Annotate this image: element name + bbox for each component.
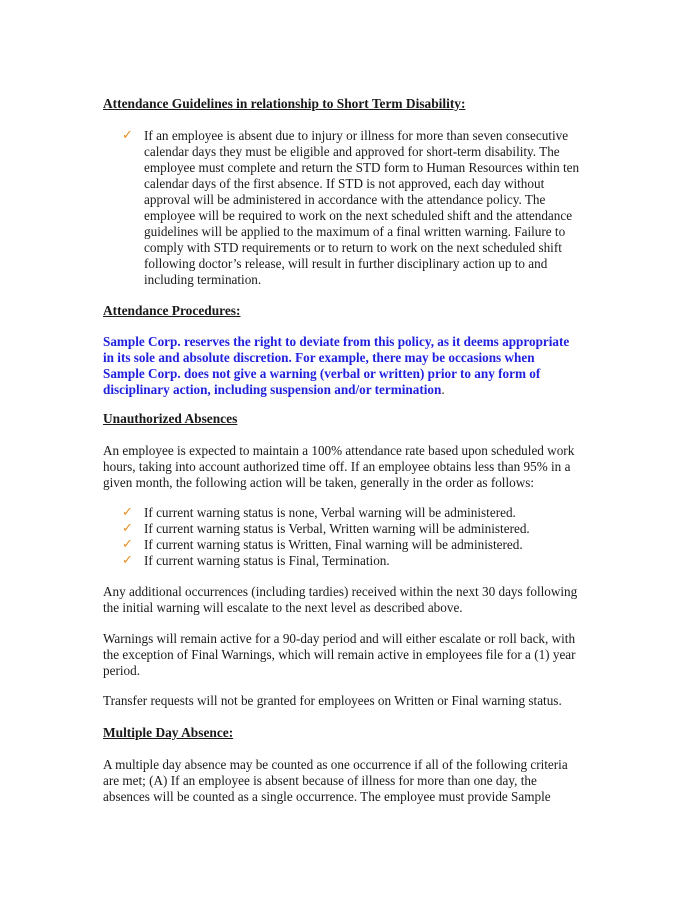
text-line: comply with STD requirements or to return to work on the next scheduled shift (144, 240, 562, 255)
checkmark-icon: ✓ (122, 537, 133, 552)
text-line: following doctor’s release, will result in further disciplinary action up to and (144, 256, 548, 271)
text-line: including termination. (144, 272, 262, 287)
text-line: Sample Corp. does not give a warning (verbal or written) prior to any form of (103, 366, 541, 381)
text-line: An employee is expected to maintain a 100% attendance rate based upon scheduled work (103, 443, 575, 458)
escalation-paragraph (103, 584, 603, 616)
std-heading: Attendance Guidelines in relationship to Short Term Disability: (103, 96, 466, 111)
text-line: If an employee is absent due to injury or illness for more than seven consecutive (144, 128, 569, 143)
std-bullet-paragraph (144, 128, 594, 288)
text-line: given month, the following action will be taken, generally in the order as follows: (103, 475, 535, 490)
text-line: are met; (A) If an employee is absent because of illness for more than one day, the (103, 773, 537, 788)
text-line: in its sole and absolute discretion. For example, there may be occasions when (103, 350, 535, 365)
text-line: guidelines will be applied to the maximum of a final written warning. Failure to (144, 224, 566, 239)
text-line: approval will be administered in accordance with the attendance policy. The (144, 192, 546, 207)
checkmark-icon: ✓ (122, 553, 133, 568)
warning-bullet: If current warning status is Final, Termination. (144, 553, 390, 568)
text-span: disciplinary action, including suspension and/or termination (103, 382, 442, 397)
warning-bullet: If current warning status is Written, Final warning will be administered. (144, 537, 523, 552)
procedures-heading: Attendance Procedures: (103, 303, 241, 318)
warning-bullet: If current warning status is none, Verbal warning will be administered. (144, 505, 516, 520)
text-line: calendar days of the first absence. If STD is not approved, each day without (144, 176, 545, 191)
text-line (103, 382, 603, 398)
text-line: the initial warning will escalate to the next level as described above. (103, 600, 463, 615)
text-line: Transfer requests will not be granted for employees on Written or Final warning status. (103, 693, 562, 708)
checkmark-icon: ✓ (122, 128, 133, 143)
procedures-paragraph (103, 334, 603, 398)
text-line: hours, taking into account authorized time off. If an employee obtains less than 95% in a (103, 459, 571, 474)
text-line: A multiple day absence may be counted as one occurrence if all of the following criteria (103, 757, 568, 772)
text-span: . (441, 382, 445, 397)
checkmark-icon: ✓ (122, 505, 133, 520)
text-line: Sample Corp. reserves the right to deviate from this policy, as it deems appropriate (103, 334, 570, 349)
text-line: the exception of Final Warnings, which will remain active in employees file for a (1) year (103, 647, 576, 662)
warnings-paragraph (103, 631, 603, 679)
text-line: Warnings will remain active for a 90-day period and will either escalate or roll back, with (103, 631, 576, 646)
text-line: absences will be counted as a single occurrence. The employee must provide Sample (103, 789, 551, 804)
unauthorized-intro (103, 443, 603, 491)
multiple-day-heading: Multiple Day Absence: (103, 725, 234, 740)
warning-bullet: If current warning status is Verbal, Written warning will be administered. (144, 521, 530, 536)
text-line: period. (103, 663, 140, 678)
unauthorized-heading: Unauthorized Absences (103, 411, 238, 426)
checkmark-icon: ✓ (122, 521, 133, 536)
text-line: employee will be required to work on the next scheduled shift and the attendance (144, 208, 573, 223)
text-line: calendar days they must be eligible and approved for short-term disability. The (144, 144, 560, 159)
text-line: employee must complete and return the STD form to Human Resources within ten (144, 160, 580, 175)
text-line: Any additional occurrences (including tardies) received within the next 30 days following (103, 584, 578, 599)
transfer-paragraph (103, 693, 603, 709)
multiple-day-paragraph (103, 757, 603, 805)
